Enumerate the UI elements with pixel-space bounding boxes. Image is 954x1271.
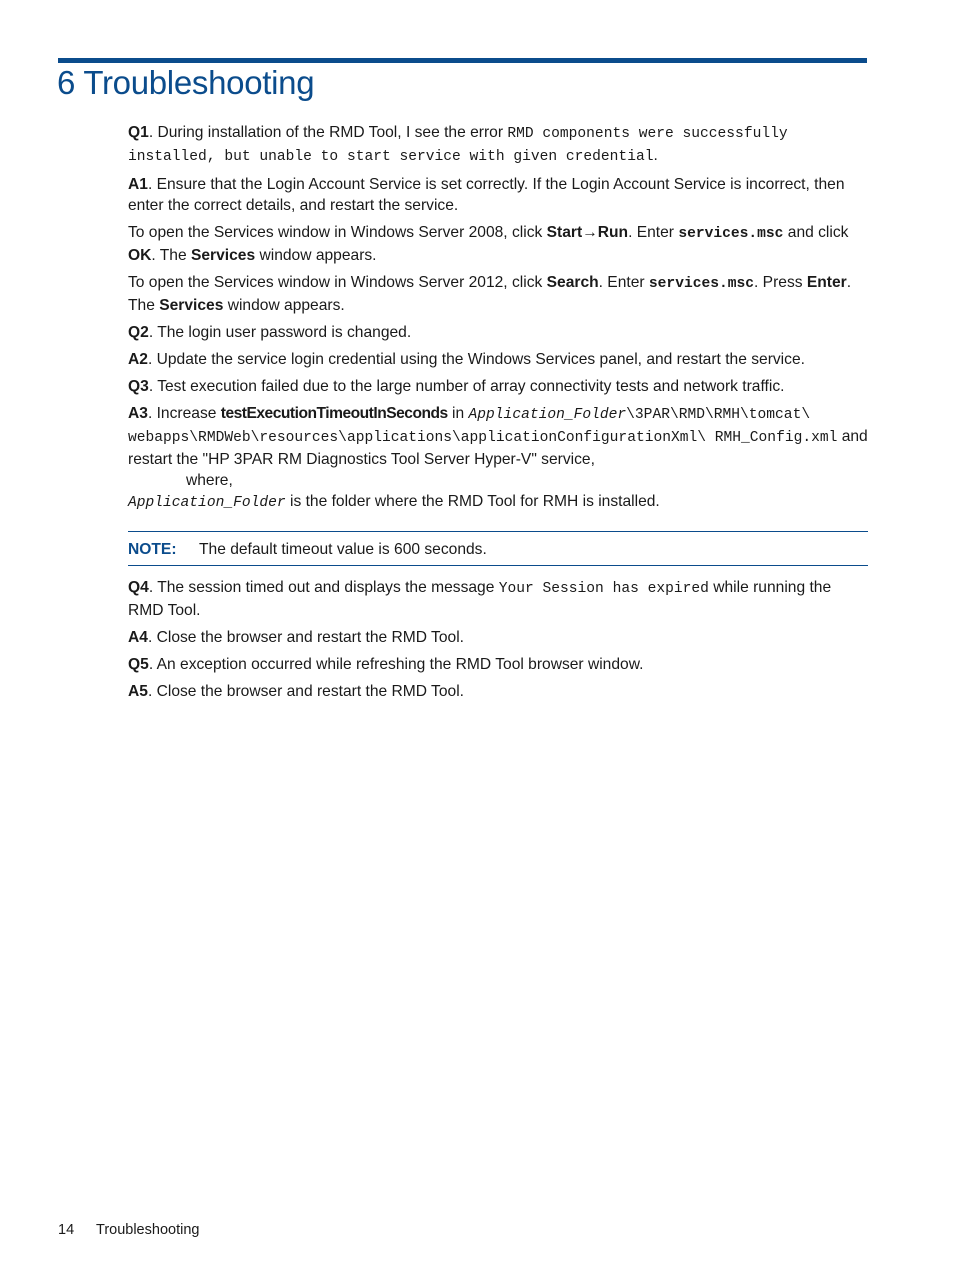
arrow-glyph: →: [582, 224, 598, 241]
paragraph-server-2008: To open the Services window in Windows Server 2008, click Start→Run. Enter services.msc and click OK. The Services window appears.: [128, 224, 849, 264]
answer-3: A3. Increase testExecutionTimeoutInSeconds in Application_Folder\3PAR\RMD\RMH\tomcat\ webapps\RMDWeb\resources\applications\applicationConfigurationXml\ RMH_Config.xml and restart the "HP 3PAR RM Diagnostics Tool Server Hyper-V" service,: [128, 405, 868, 468]
answer-1: A1. Ensure that the Login Account Service is set correctly. If the Login Account Service is incorrect, then enter the correct details, and restart the service.: [128, 176, 845, 214]
answer-4: A4. Close the browser and restart the RMD Tool.: [128, 629, 464, 646]
run-menu-ref: Run: [597, 224, 629, 241]
config-file-path: \3PAR\RMD\RMH\tomcat\ webapps\RMDWeb\resources\applications\applicationConfigurationXml\ RMH_Config.xml: [128, 407, 838, 446]
timeout-parameter: testExecutionTimeoutInSeconds: [220, 405, 448, 422]
footer-section-title: Troubleshooting: [96, 1222, 200, 1238]
page-number: 14: [58, 1222, 75, 1238]
error-message-code: RMD components were successfully installed, but unable to start service with given credential: [128, 126, 788, 165]
q1-label: Q1: [128, 124, 149, 141]
chapter-top-rule: [58, 58, 867, 63]
enter-key-ref: Enter: [806, 274, 847, 291]
services-msc-command: services.msc: [648, 276, 755, 292]
where-label: where,: [186, 472, 233, 489]
application-folder-definition: Application_Folder is the folder where the RMD Tool for RMH is installed.: [128, 493, 660, 511]
ok-ref: OK: [128, 247, 152, 264]
note-text: The default timeout value is 600 seconds.: [199, 541, 487, 558]
question-1: Q1. During installation of the RMD Tool, I see the error RMD components were successfully installed, but unable to start service with given credential.: [128, 124, 788, 165]
question-2: Q2. The login user password is changed.: [128, 324, 412, 341]
services-msc-command: services.msc: [678, 226, 784, 242]
answer-5: A5. Close the browser and restart the RMD Tool.: [128, 683, 464, 700]
start-menu-ref: Start: [546, 224, 583, 241]
services-ref: Services: [159, 297, 224, 314]
application-folder-var: Application_Folder: [468, 407, 627, 423]
document-body: [128, 122, 868, 708]
question-4: Q4. The session timed out and displays the message Your Session has expired while running the RMD Tool.: [128, 579, 832, 619]
answer-2: A2. Update the service login credential using the Windows Services panel, and restart the service.: [128, 351, 805, 368]
paragraph-server-2012: To open the Services window in Windows Server 2012, click Search. Enter services.msc. Press Enter. The Services window appears.: [128, 274, 852, 314]
chapter-title: 6 Troubleshooting: [57, 64, 315, 101]
search-ref: Search: [546, 274, 599, 291]
session-expired-message: Your Session has expired: [498, 581, 709, 597]
question-5: Q5. An exception occurred while refreshing the RMD Tool browser window.: [128, 656, 644, 673]
page-footer: [58, 1222, 199, 1238]
note-label: NOTE:: [128, 541, 177, 558]
question-3: Q3. Test execution failed due to the large number of array connectivity tests and network traffic.: [128, 378, 785, 395]
note-box: [128, 531, 868, 566]
a1-label: A1: [128, 176, 148, 193]
services-ref: Services: [190, 247, 256, 264]
